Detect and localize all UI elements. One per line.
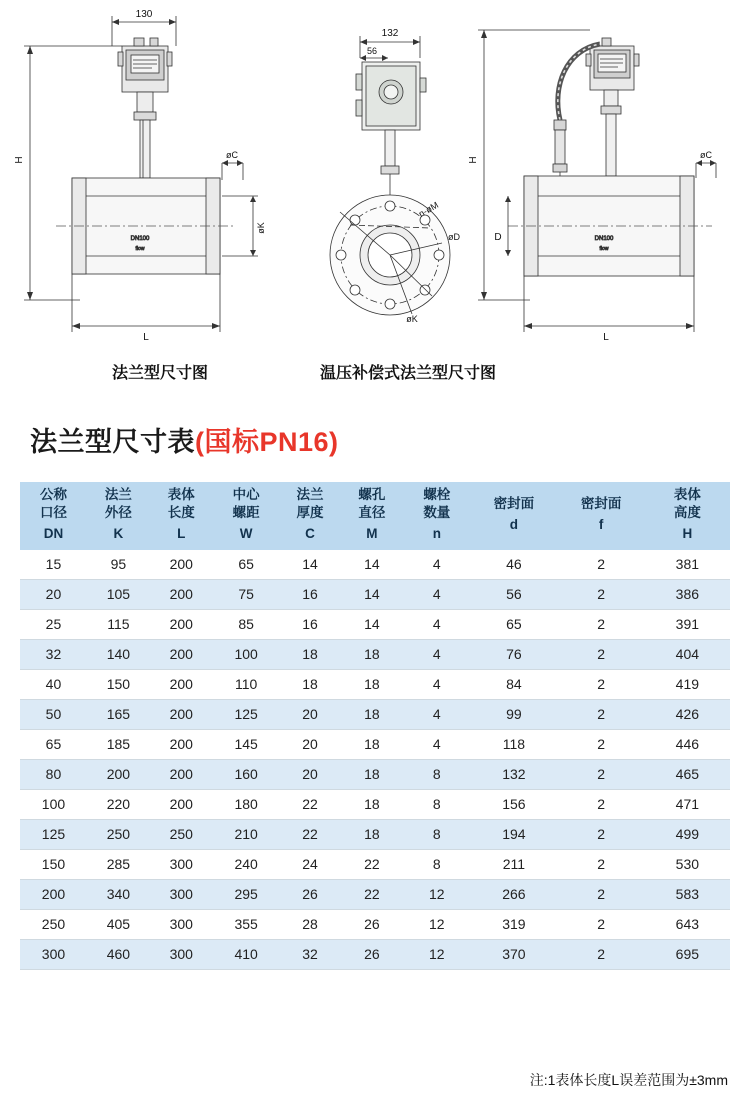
table-header-cell (558, 482, 645, 550)
table-cell: 4 (403, 669, 470, 699)
table-cell: 471 (645, 789, 730, 819)
table-cell: 18 (280, 639, 341, 669)
table-cell: 76 (470, 639, 557, 669)
table-cell: 2 (558, 789, 645, 819)
table-cell: 2 (558, 609, 645, 639)
figure2-flow-label: flow (599, 246, 609, 252)
table-cell: 8 (403, 759, 470, 789)
table-cell: 4 (403, 729, 470, 759)
table-header-cell (213, 482, 280, 550)
table-cell: 25 (20, 609, 87, 639)
figure2-dim-top: 132 (381, 28, 399, 39)
figure2-dim-d: øD (448, 232, 460, 242)
table-cell: 150 (20, 849, 87, 879)
header-line2: 密封面 (493, 496, 535, 512)
table-cell: 4 (403, 579, 470, 609)
table-cell: 300 (150, 849, 213, 879)
table-cell: 15 (20, 550, 87, 580)
table-cell: 12 (403, 909, 470, 939)
header-line1: 法兰 (104, 487, 132, 502)
table-cell: 319 (470, 909, 557, 939)
table-cell: 115 (87, 609, 150, 639)
table-cell: 340 (87, 879, 150, 909)
table-cell: 18 (340, 819, 403, 849)
table-cell: 2 (558, 729, 645, 759)
header-symbol: H (682, 526, 693, 542)
table-row (20, 819, 730, 849)
table-cell: 465 (645, 759, 730, 789)
table-cell: 200 (150, 609, 213, 639)
table-cell: 180 (213, 789, 280, 819)
table-cell: 2 (558, 939, 645, 969)
table-cell: 2 (558, 639, 645, 669)
table-cell: 210 (213, 819, 280, 849)
table-cell: 300 (20, 939, 87, 969)
table-header-cell (470, 482, 557, 550)
table-row (20, 849, 730, 879)
table-cell: 26 (280, 879, 341, 909)
table-header-cell (403, 482, 470, 550)
page-title (30, 420, 339, 459)
table-cell: 50 (20, 699, 87, 729)
table-cell: 95 (87, 550, 150, 580)
header-symbol: f (598, 517, 604, 533)
table-cell: 18 (340, 699, 403, 729)
figure1-dim-c: øC (226, 150, 238, 160)
table-cell: 18 (340, 729, 403, 759)
figure1-body-label: DN100 (130, 236, 150, 242)
table-cell: 499 (645, 819, 730, 849)
table-cell: 16 (280, 579, 341, 609)
table-cell: 105 (87, 579, 150, 609)
table-cell: 2 (558, 759, 645, 789)
table-cell: 200 (150, 669, 213, 699)
table-cell: 200 (150, 759, 213, 789)
table-cell: 2 (558, 879, 645, 909)
header-symbol: C (305, 526, 315, 542)
table-cell: 20 (280, 699, 341, 729)
table-cell: 4 (403, 609, 470, 639)
header-line1: 中心 (232, 487, 260, 502)
header-line1: 螺栓 (423, 487, 451, 502)
figure2-dim-k: øK (406, 314, 418, 324)
table-cell: 20 (280, 729, 341, 759)
table-cell: 2 (558, 909, 645, 939)
table-cell: 56 (470, 579, 557, 609)
table-cell: 2 (558, 579, 645, 609)
table-cell: 446 (645, 729, 730, 759)
table-cell: 118 (470, 729, 557, 759)
table-cell: 16 (280, 609, 341, 639)
table-cell: 8 (403, 849, 470, 879)
table-cell: 8 (403, 789, 470, 819)
table-cell: 200 (150, 729, 213, 759)
header-symbol: d (509, 517, 519, 533)
figure1-dim-top: 130 (135, 9, 153, 20)
table-cell: 110 (213, 669, 280, 699)
header-symbol: W (239, 526, 253, 542)
header-line2: 厚度 (296, 505, 324, 521)
table-cell: 46 (470, 550, 557, 580)
table-cell: 22 (340, 879, 403, 909)
header-line2: 高度 (673, 505, 701, 521)
table-cell: 22 (280, 789, 341, 819)
table-cell: 460 (87, 939, 150, 969)
table-cell: 85 (213, 609, 280, 639)
table-row (20, 550, 730, 580)
table-header-cell (645, 482, 730, 550)
table-cell: 2 (558, 550, 645, 580)
table-cell: 14 (340, 609, 403, 639)
table-row (20, 729, 730, 759)
table-cell: 2 (558, 699, 645, 729)
table-cell: 300 (150, 909, 213, 939)
table-cell: 404 (645, 639, 730, 669)
table-cell: 132 (470, 759, 557, 789)
table-cell: 65 (470, 609, 557, 639)
table-cell: 12 (403, 879, 470, 909)
table-cell: 20 (20, 579, 87, 609)
table-cell: 220 (87, 789, 150, 819)
table-cell: 300 (150, 879, 213, 909)
table-cell: 200 (150, 579, 213, 609)
table-cell: 32 (280, 939, 341, 969)
figure3-dim-c: øC (700, 150, 712, 160)
table-cell: 65 (213, 550, 280, 580)
table-cell: 4 (403, 699, 470, 729)
table-cell: 426 (645, 699, 730, 729)
table-cell: 145 (213, 729, 280, 759)
figure3-dim-dia: D (494, 232, 502, 243)
header-line1: 表体 (673, 487, 701, 502)
table-cell: 4 (403, 639, 470, 669)
table-cell: 200 (20, 879, 87, 909)
table-cell: 381 (645, 550, 730, 580)
table-row (20, 669, 730, 699)
header-line1: 螺孔 (358, 487, 386, 502)
figure1-dim-height: H (14, 156, 25, 164)
table-row (20, 909, 730, 939)
table-row (20, 759, 730, 789)
header-line2: 密封面 (580, 496, 622, 512)
table-header-cell (20, 482, 87, 550)
table-cell: 26 (340, 939, 403, 969)
figure1-dim-k: øK (256, 222, 266, 234)
drawings-area (0, 0, 750, 400)
figure1-dim-length: L (143, 332, 149, 343)
caption-temp-pressure-compensated: 温压补偿式法兰型尺寸图 (320, 365, 497, 382)
table-cell: 386 (645, 579, 730, 609)
table-cell: 14 (280, 550, 341, 580)
table-cell: 156 (470, 789, 557, 819)
page-title-standard: (国标PN16) (195, 427, 339, 457)
table-cell: 200 (150, 550, 213, 580)
header-line1: 公称 (39, 487, 67, 502)
figure2-dim-n: n-øM (416, 199, 441, 219)
table-cell: 419 (645, 669, 730, 699)
table-row (20, 939, 730, 969)
figure2-dim-sub: 56 (366, 46, 378, 56)
dimension-drawings (0, 0, 750, 400)
table-header-cell (340, 482, 403, 550)
header-symbol: K (113, 526, 124, 542)
table-cell: 391 (645, 609, 730, 639)
table-header-cell (87, 482, 150, 550)
table-cell: 100 (213, 639, 280, 669)
table-cell: 2 (558, 819, 645, 849)
table-cell: 18 (280, 669, 341, 699)
table-cell: 300 (150, 939, 213, 969)
table-cell: 643 (645, 909, 730, 939)
header-line1: 法兰 (296, 487, 324, 502)
table-note: 注:1表体长度L误差范围为±3mm (529, 1072, 728, 1088)
table-header-cell (150, 482, 213, 550)
table-cell: 150 (87, 669, 150, 699)
table-header-cell (280, 482, 341, 550)
page-title-main: 法兰型尺寸表 (30, 427, 195, 457)
table-header (20, 482, 730, 550)
table-cell: 18 (340, 639, 403, 669)
table-cell: 26 (340, 909, 403, 939)
table-cell: 80 (20, 759, 87, 789)
table-cell: 583 (645, 879, 730, 909)
table-row (20, 639, 730, 669)
table-cell: 194 (470, 819, 557, 849)
table-cell: 4 (403, 550, 470, 580)
table-cell: 84 (470, 669, 557, 699)
figure2-body-label: DN100 (594, 236, 614, 242)
table-row (20, 789, 730, 819)
table-cell: 8 (403, 819, 470, 849)
table-body (20, 550, 730, 970)
dimension-table (20, 482, 730, 970)
table-cell: 18 (340, 789, 403, 819)
table-cell: 250 (20, 909, 87, 939)
table-cell: 250 (87, 819, 150, 849)
table-cell: 160 (213, 759, 280, 789)
table-cell: 185 (87, 729, 150, 759)
table-header-row (20, 482, 730, 550)
table-cell: 22 (340, 849, 403, 879)
figure3-dim-height: H (468, 156, 479, 164)
table-cell: 530 (645, 849, 730, 879)
header-line2: 长度 (167, 505, 195, 521)
table-cell: 405 (87, 909, 150, 939)
table-cell: 14 (340, 579, 403, 609)
table-cell: 14 (340, 550, 403, 580)
figure3-dim-length: L (603, 332, 609, 343)
table-cell: 65 (20, 729, 87, 759)
table-row (20, 579, 730, 609)
table-cell: 165 (87, 699, 150, 729)
drawing-captions (0, 360, 750, 383)
table-cell: 2 (558, 669, 645, 699)
header-symbol: M (366, 526, 378, 542)
header-symbol: L (177, 526, 186, 542)
table-cell: 32 (20, 639, 87, 669)
table-cell: 28 (280, 909, 341, 939)
table-cell: 285 (87, 849, 150, 879)
table-cell: 125 (20, 819, 87, 849)
table-cell: 24 (280, 849, 341, 879)
table-cell: 22 (280, 819, 341, 849)
table-cell: 12 (403, 939, 470, 969)
table-cell: 100 (20, 789, 87, 819)
table-cell: 140 (87, 639, 150, 669)
caption-flange-type: 法兰型尺寸图 (111, 365, 208, 382)
table-cell: 250 (150, 819, 213, 849)
table-cell: 99 (470, 699, 557, 729)
table-cell: 2 (558, 849, 645, 879)
table-cell: 200 (87, 759, 150, 789)
table-cell: 200 (150, 789, 213, 819)
table-cell: 18 (340, 669, 403, 699)
table-cell: 355 (213, 909, 280, 939)
table-cell: 125 (213, 699, 280, 729)
table-cell: 211 (470, 849, 557, 879)
header-line2: 口径 (39, 505, 67, 521)
table-row (20, 699, 730, 729)
table-cell: 240 (213, 849, 280, 879)
table-cell: 20 (280, 759, 341, 789)
table-cell: 200 (150, 639, 213, 669)
table-cell: 40 (20, 669, 87, 699)
table-cell: 370 (470, 939, 557, 969)
table-cell: 295 (213, 879, 280, 909)
header-symbol: DN (43, 526, 64, 542)
header-line2: 螺距 (232, 505, 260, 521)
figure1-flow-label: flow (135, 246, 145, 252)
header-line2: 数量 (423, 505, 451, 521)
table-cell: 695 (645, 939, 730, 969)
header-line1: 表体 (167, 487, 195, 502)
table-cell: 200 (150, 699, 213, 729)
header-symbol: n (432, 526, 441, 542)
table-cell: 410 (213, 939, 280, 969)
table-row (20, 609, 730, 639)
table-row (20, 879, 730, 909)
table-cell: 266 (470, 879, 557, 909)
table-cell: 18 (340, 759, 403, 789)
table-cell: 75 (213, 579, 280, 609)
header-line2: 外径 (104, 505, 132, 521)
header-line2: 直径 (358, 505, 386, 521)
